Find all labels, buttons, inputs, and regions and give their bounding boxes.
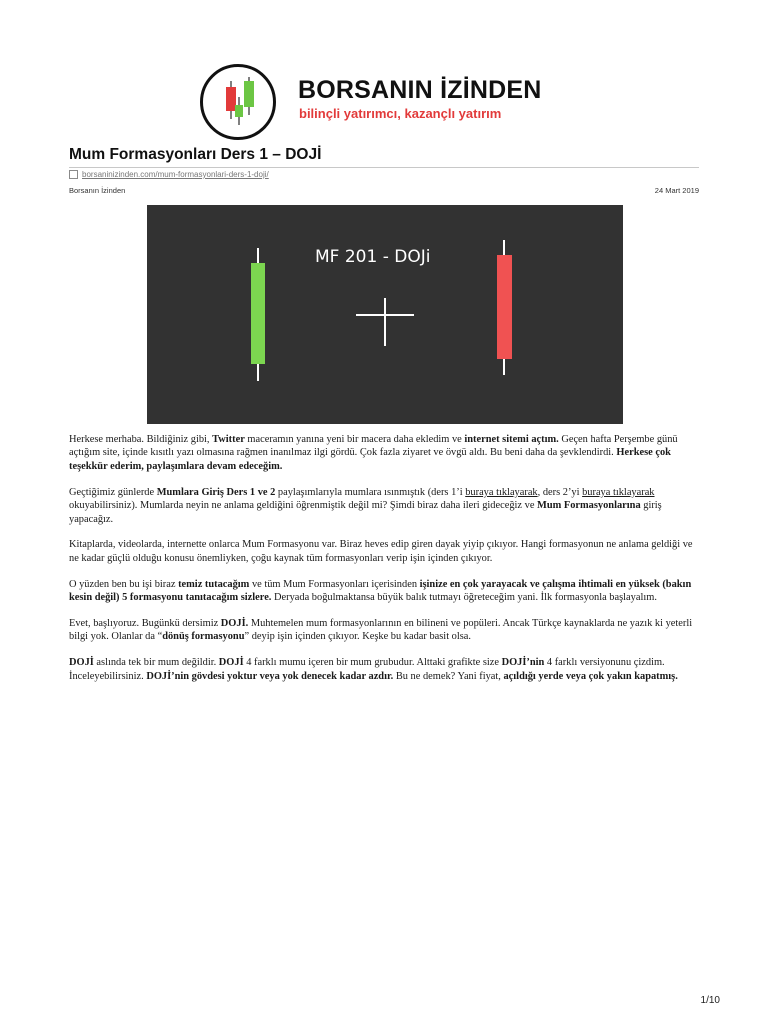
source-url-row[interactable] bbox=[69, 170, 269, 179]
hero-text: MF 201 - DOJi bbox=[315, 247, 431, 267]
paragraph-5: Evet, başlıyoruz. Bugünkü dersimiz DOJİ. Muhtemelen mum formasyonlarının en bilineni ve popüleri. Ancak Türkçe kaynaklarda ne yazık ki yeterli bilgi yok. Olanlar da “dönüş formasyonu” deyip işin içinden çıkıyor. Keşke bu kadar basit olsa. bbox=[69, 618, 693, 643]
paragraph-6: DOJİ aslında tek bir mum değildir. DOJİ 4 farklı mumu içeren bir mum grubudur. Alttaki grafikte size DOJİ’nin 4 farklı versiyonunu çizdim. İnceleyebilirsiniz. DOJİ’nin gövdesi yoktur veya yok denecek kadar azdır. Bu ne demek? Yani fiyat, açıldığı yerde veya çok yakın kapatmış. bbox=[69, 657, 678, 682]
paragraph-3: Kitaplarda, videolarda, internette onlarca Mum Formasyonu var. Biraz heves edip giren dayak yiyip çıkıyor. Hangi formasyonun ne anlama geldiği ve ne kadar güçlü olduğu konusu önemliyken, çoğu kaynak tüm formasyonları verip işin içinden çıkıyor. bbox=[69, 539, 693, 564]
paragraph-2: Geçtiğimiz günlerde Mumlara Giriş Ders 1 ve 2 paylaşımlarıyla mumlara ısınmıştık (ders 1’i buraya tıklayarak, ders 2’yi buraya tıklayarak okuyabilirsiniz). Mumlarda neyin ne anlama geldiğini öğrenmiştik değil mi? Şimdi biraz daha ileri gideceğiz ve Mum Formasyonlarına giriş yapacağız. bbox=[69, 486, 662, 525]
green-candle-body bbox=[251, 263, 265, 364]
article-author: Borsanın İzinden bbox=[69, 186, 126, 195]
link-icon bbox=[69, 170, 78, 179]
source-url[interactable]: borsaninizinden.com/mum-formasyonlari-ders-1-doji/ bbox=[82, 170, 269, 179]
site-logo bbox=[200, 64, 580, 144]
paragraph-1: Herkese merhaba. Bildiğiniz gibi, Twitter maceramın yanına yeni bir macera daha ekledim ve internet sitemi açtım. Geçen hafta Perşembe günü açtığım site, içinde kısıtlı yazı olmasına rağmen inanılmaz ilgi gördü. Çok fazla ziyaret ve övgü aldı. Bu beni daha da şevklendirdi. Herkese çok teşekkür ederim, paylaşımlara devam edeceğim. bbox=[69, 434, 678, 472]
article-date: 24 Mart 2019 bbox=[654, 186, 699, 195]
ders-1-link[interactable]: buraya tıklayarak bbox=[465, 486, 538, 498]
article-title: Mum Formasyonları Ders 1 – DOJİ bbox=[69, 146, 322, 163]
logo-name: BORSANIN İZİNDEN bbox=[298, 76, 542, 104]
candlestick-logo-icon bbox=[203, 67, 273, 137]
paragraph-4: O yüzden ben bu işi biraz temiz tutacağım ve tüm Mum Formasyonları içerisinden işinize en çok yarayacak ve çalışma ihtimali en yüksek (bakın kesin değil) 5 formasyonu tanıtacağım sizlere. Deryada boğulmaktansa büyük balık tutmayı öğreteceğim yani. İlk formasyonla başlayalım. bbox=[69, 578, 692, 604]
logo-tagline: bilinçli yatırımcı, kazançlı yatırım bbox=[299, 106, 502, 121]
red-candle-body bbox=[497, 255, 512, 359]
hero-image bbox=[147, 205, 623, 424]
article-body bbox=[69, 433, 699, 696]
ders-2-link[interactable]: buraya tıklayarak bbox=[582, 486, 655, 498]
page-number: 1/10 bbox=[700, 995, 720, 1006]
title-divider bbox=[69, 167, 699, 168]
logo-emblem bbox=[200, 64, 276, 140]
